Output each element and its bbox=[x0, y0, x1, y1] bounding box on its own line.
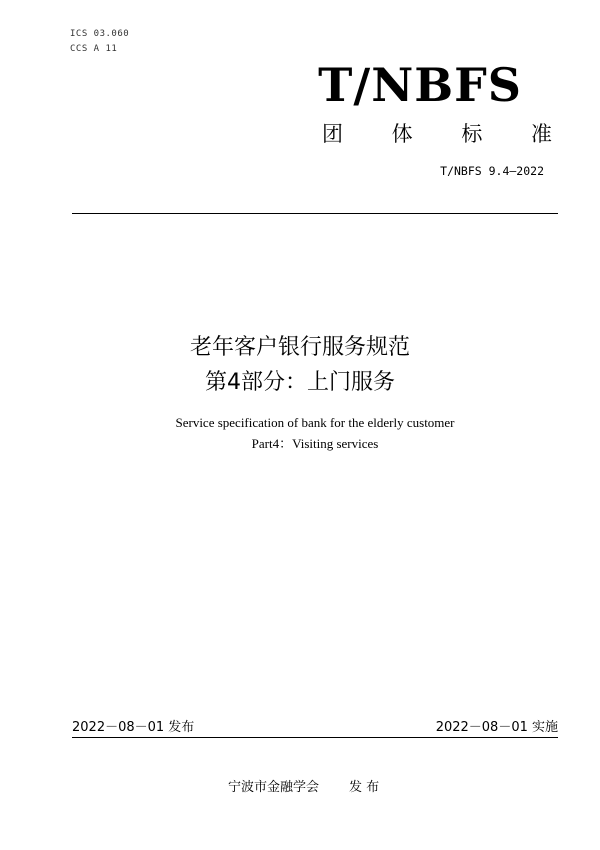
issue-date: 2022－08－01 发布 bbox=[72, 720, 195, 735]
standard-type-char: 标 bbox=[461, 122, 483, 146]
publisher-line bbox=[228, 776, 379, 795]
title-cn-part: 第4部分：上门服务 bbox=[205, 370, 395, 395]
standard-number: T/NBFS 9.4—2022 bbox=[440, 164, 544, 178]
ccs-code: CCS A 11 bbox=[70, 44, 118, 54]
standard-type-char: 体 bbox=[391, 122, 413, 146]
ics-code: ICS 03.060 bbox=[70, 29, 130, 39]
title-en-main: Service specification of bank for the elderly customer bbox=[175, 415, 455, 430]
title-cn-main: 老年客户银行服务规范 bbox=[189, 335, 410, 360]
publish-label: 发 布 bbox=[349, 780, 380, 795]
standard-type-char: 团 bbox=[322, 122, 343, 146]
top-divider bbox=[72, 213, 558, 214]
publisher-name: 宁波市金融学会 bbox=[228, 780, 320, 795]
bottom-divider bbox=[72, 737, 558, 738]
standard-org-code: T/NBFS bbox=[318, 58, 522, 112]
standard-type bbox=[322, 118, 552, 148]
implementation-date: 2022－08－01 实施 bbox=[435, 720, 558, 735]
title-en-part: Part4：Visiting services bbox=[251, 436, 379, 451]
standard-type-char: 准 bbox=[530, 122, 552, 146]
